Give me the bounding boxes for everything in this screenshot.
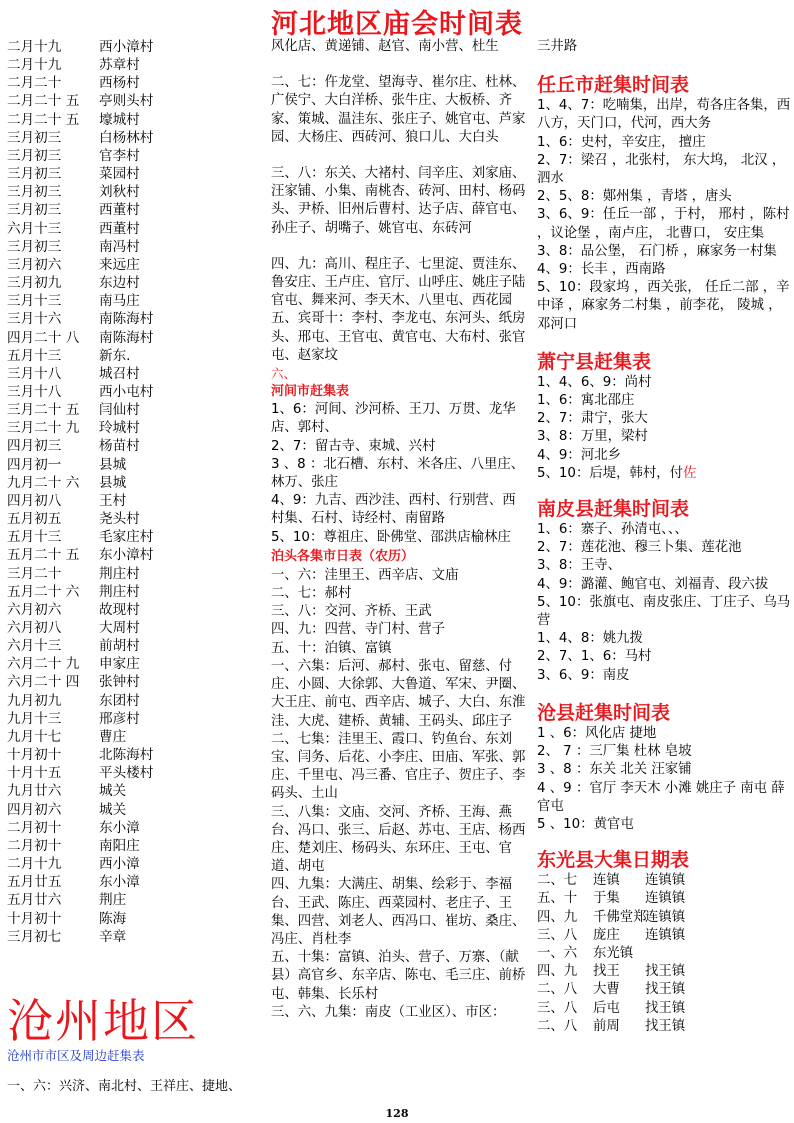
fair-place: 尧头村 xyxy=(99,511,140,528)
cangzhou-heading: 沧州地区 xyxy=(7,994,199,1048)
list-item: 一、六：洼里王、西辛店、文庙 xyxy=(271,567,459,583)
dongguang-market: 大曹 xyxy=(593,982,620,998)
fair-row xyxy=(7,928,257,946)
fair-date: 五月十三 xyxy=(7,347,62,364)
fair-date: 三月初七 xyxy=(7,928,62,945)
fair-row xyxy=(7,474,257,492)
fair-date: 五月十三 xyxy=(7,529,62,546)
page-number: 128 xyxy=(385,1107,409,1120)
fair-place: 荆庄村 xyxy=(99,565,140,582)
renqiu-list xyxy=(537,97,791,334)
list-item: 1、6：寓北邵庄 xyxy=(537,393,635,409)
dongguang-days: 二、八 xyxy=(537,982,578,998)
fair-row xyxy=(7,782,257,800)
paragraph: 五、宾哥十：李村、李龙屯、东河头、纸房头、邢屯、王官屯、黄官屯、大布村、张官屯、赵家坟 xyxy=(271,311,526,363)
suning-list xyxy=(537,374,791,465)
fair-row xyxy=(7,165,257,183)
paragraph: 二、七：仵龙堂、望海寺、崔尔庄、杜林、广侯宁、大白洋桥、张牛庄、大板桥、齐家、策城、温洼东、张庄子、姚官屯、芦家园、大杨庄、西砖河、狼口儿、大白头 xyxy=(271,75,526,145)
list-item: 2、5、8：鄚州集 ，青塔 ，唐头 xyxy=(537,189,732,205)
fair-place: 东小漳 xyxy=(99,874,140,891)
paragraph: 四、九：高川、程庄子、七里淀、贾洼东、鲁安庄、王卢庄、官厅、山呼庄、姚庄子陆官屯、舞来河、李天木、八里屯、西花园 xyxy=(271,256,526,309)
fair-place: 亭则头村 xyxy=(99,93,154,110)
list-item: 4、9：长丰 ，西南路 xyxy=(537,262,666,278)
fair-place: 玲城村 xyxy=(99,420,140,437)
fair-date: 三月初三 xyxy=(7,238,62,255)
list-item: 1、4、6、9：尚村 xyxy=(537,374,652,390)
list-item-text: 5、10：后堤，韩村，付 xyxy=(537,465,684,481)
fair-date: 九月廿六 xyxy=(7,783,62,800)
dongguang-market: 千佛堂郑 xyxy=(593,909,647,925)
fair-place: 平头楼村 xyxy=(99,765,154,782)
fair-place: 曹庄 xyxy=(99,728,127,745)
list-item: 5、10：尊祖庄、卧佛堂、邵洪店榆林庄 xyxy=(271,529,511,545)
list-item: 1、6：史村，辛安庄， 擅庄 xyxy=(537,134,706,150)
fair-date: 六月十三 xyxy=(7,638,62,655)
fair-date: 二月十九 xyxy=(7,39,62,55)
fair-row xyxy=(7,891,257,909)
fair-date: 三月初三 xyxy=(7,184,62,201)
dongguang-days: 四、九 xyxy=(537,964,578,980)
temple-fair-list xyxy=(7,38,257,946)
fair-row xyxy=(7,437,257,455)
dongguang-town: 连镇镇 xyxy=(645,927,686,943)
fair-date: 五月初五 xyxy=(7,511,62,528)
fair-row xyxy=(7,183,257,201)
fair-place: 荆庄村 xyxy=(99,583,140,600)
list-item: 一、六集：后河、郝村、张屯、留慈、付庄、小圆、大徐郭、大鲁道、军宋、尹圈、大王庄、前屯、西辛店、城子、大白、东淮洼、大虎、建桥、黄辅、王码头、邱庄子 xyxy=(271,658,526,729)
list-item: 4、9：潞灌、鲍官屯、刘福青、段六拔 xyxy=(537,576,769,592)
fair-date: 四月初三 xyxy=(7,438,62,455)
fair-place: 张钟村 xyxy=(99,674,140,691)
fair-date: 三月初三 xyxy=(7,202,62,219)
list-item-red-text: 佐 xyxy=(683,465,697,481)
cangxian-list xyxy=(537,725,791,834)
dongguang-market: 找王 xyxy=(593,964,620,980)
dongguang-market: 连镇 xyxy=(593,873,620,889)
list-item: 4 、9 ：官厅 李天木 小滩 姚庄子 南屯 薛官屯 xyxy=(537,780,785,814)
fair-date: 二月二十 xyxy=(7,75,62,92)
renqiu-heading: 任丘市赶集时间表 xyxy=(537,74,690,97)
fair-place: 故现村 xyxy=(99,601,140,618)
list-item: 二、七集：洼里王、霞口、钓鱼台、东刘宝、闫务、后花、小李庄、田庙、军张、郭庄、千里屯、冯三番、官庄子、贺庄子、李码头、土山 xyxy=(271,731,526,802)
fair-date: 四月初一 xyxy=(7,456,62,473)
fair-date: 三月十八 xyxy=(7,383,62,400)
fair-row xyxy=(7,274,257,292)
fair-date: 三月二十 九 xyxy=(7,420,80,437)
fair-date: 二月二十 五 xyxy=(7,93,80,110)
dongguang-town: 连镇镇 xyxy=(645,891,686,907)
fair-row xyxy=(7,201,257,219)
fair-place: 西小漳 xyxy=(99,856,140,873)
list-item: 3、6、9：南皮 xyxy=(537,667,630,683)
dongguang-market: 庞庄 xyxy=(593,927,620,943)
fair-row xyxy=(7,510,257,528)
dongguang-market: 于集 xyxy=(593,891,620,907)
fair-row xyxy=(7,746,257,764)
fair-row xyxy=(7,528,257,546)
column-three xyxy=(537,38,791,1036)
fair-row xyxy=(7,310,257,328)
fair-date: 四月二十 八 xyxy=(7,329,80,346)
dongguang-days: 三、八 xyxy=(537,927,578,943)
dongguang-town: 连镇镇 xyxy=(645,909,686,925)
list-item: 1 、6：风化店 捷地 xyxy=(537,725,657,741)
fair-date: 三月二十 xyxy=(7,565,62,582)
fair-place: 西董村 xyxy=(99,202,140,219)
fair-place: 新东. xyxy=(99,347,131,364)
fair-row xyxy=(7,38,257,56)
dongguang-row xyxy=(537,945,791,963)
list-item: 1、4、7：吃喃集，出岸，苟各庄各集，西八方，天门口，代河，西大务 xyxy=(537,98,791,132)
fair-place: 官李村 xyxy=(99,147,140,164)
dongguang-row xyxy=(537,872,791,890)
fair-date: 九月初九 xyxy=(7,692,62,709)
list-item: 5、10：段家坞 ，西关张， 任丘二部 ，辛中译 ，麻家务二村集 ，前李花， 陵城 ，邓河口 xyxy=(537,280,790,332)
dongguang-row xyxy=(537,1000,791,1018)
section-label: 六、 xyxy=(271,366,297,382)
fair-date: 九月十七 xyxy=(7,728,62,745)
fair-place: 南陈海村 xyxy=(99,329,154,346)
fair-place: 城关 xyxy=(99,801,127,818)
dongguang-days: 二、七 xyxy=(537,873,578,889)
fair-date: 九月二十 六 xyxy=(7,474,80,491)
list-item: 5、10：张旗屯、南皮张庄、丁庄子、乌马营 xyxy=(537,594,791,629)
fair-row xyxy=(7,873,257,891)
fair-place: 南陈海村 xyxy=(99,311,154,328)
fair-place: 南阳庄 xyxy=(99,837,140,854)
fair-date: 五月廿六 xyxy=(7,892,62,909)
fair-date: 九月十三 xyxy=(7,710,62,727)
list-item: 3、6、9：任丘一部 ，于村， 邢村 ，陈村 ，议论堡 ，南卢庄， 北曹口， 安庄集 xyxy=(537,207,790,241)
botou-list xyxy=(271,567,527,1022)
fair-row xyxy=(7,383,257,401)
fair-date: 三月十三 xyxy=(7,293,62,310)
fair-date: 三月初三 xyxy=(7,129,62,146)
fair-place: 东小漳村 xyxy=(99,547,154,564)
cangxian-heading: 沧县赶集时间表 xyxy=(537,701,671,724)
fair-place: 白杨林村 xyxy=(99,129,154,146)
dongguang-heading: 东光县大集日期表 xyxy=(537,849,690,872)
cangzhou-subheading: 沧州市市区及周边赶集表 xyxy=(7,1048,145,1063)
paragraph: 三井路 xyxy=(537,39,578,54)
fair-place: 城关 xyxy=(99,783,127,800)
fair-place: 申家庄 xyxy=(99,656,140,673)
suning-heading: 萧宁县赶集表 xyxy=(537,350,652,373)
dongguang-row xyxy=(537,981,791,999)
list-item: 五、十集：富镇、泊头、营子、万寨、（献县）高官乡、东辛店、陈屯、毛三庄、前桥屯、韩集、长乐村 xyxy=(271,950,526,1002)
dongguang-market: 后屯 xyxy=(593,1000,620,1016)
list-item: 二、七：郝村 xyxy=(271,586,352,602)
fair-date: 三月初三 xyxy=(7,166,62,183)
fair-place: 县城 xyxy=(99,456,127,473)
fair-date: 三月十六 xyxy=(7,311,62,328)
fair-place: 菜园村 xyxy=(99,166,140,183)
fair-date: 二月十九 xyxy=(7,856,62,873)
dongguang-days: 二、八 xyxy=(537,1018,578,1034)
fair-row xyxy=(7,238,257,256)
fair-row xyxy=(7,401,257,419)
fair-place: 荆庄 xyxy=(99,892,127,909)
fair-row xyxy=(7,256,257,274)
fair-row xyxy=(7,129,257,147)
fair-row xyxy=(7,546,257,564)
fair-row xyxy=(7,655,257,673)
fair-date: 二月初十 xyxy=(7,819,62,836)
list-item: 5 、10：黄官屯 xyxy=(537,816,634,832)
list-item: 四、九集：大满庄、胡集、绘彩于、李福台、王武、陈庄、西菜园村、老庄子、王集、四营、刘老人、西冯口、崔坊、桑庄、冯庄、肖杜李 xyxy=(271,877,526,947)
fair-row xyxy=(7,692,257,710)
fair-date: 十月十五 xyxy=(7,765,62,782)
fair-date: 十月初十 xyxy=(7,747,62,764)
fair-row xyxy=(7,74,257,92)
fair-date: 四月初八 xyxy=(7,492,62,509)
fair-place: 邢彦村 xyxy=(99,710,140,727)
list-item: 3、8：万里，梁村 xyxy=(537,429,648,445)
fair-row xyxy=(7,92,257,110)
fair-row xyxy=(7,329,257,347)
fair-date: 六月初八 xyxy=(7,620,62,636)
dongguang-list xyxy=(537,872,791,1036)
fair-date: 五月二十 五 xyxy=(7,547,80,564)
fair-place: 大周村 xyxy=(99,620,140,636)
fair-place: 来远庄 xyxy=(99,256,140,273)
paragraph: 风化店、黄递铺、赵官、南小营、杜生 xyxy=(271,39,499,54)
fair-row xyxy=(7,292,257,310)
dongguang-days: 三、八 xyxy=(537,1000,578,1016)
fair-place: 毛家庄村 xyxy=(99,529,154,546)
fair-date: 二月十九 xyxy=(7,57,62,74)
nanpi-list xyxy=(537,521,791,685)
fair-row xyxy=(7,673,257,691)
list-item: 1、6：寨子、孙清屯、、、 xyxy=(537,522,688,538)
fair-row xyxy=(7,419,257,437)
fair-date: 六月二十 四 xyxy=(7,674,80,691)
fair-date: 六月十三 xyxy=(7,220,62,237)
fair-date: 六月初六 xyxy=(7,601,62,618)
dongguang-row xyxy=(537,963,791,981)
fair-place: 前胡村 xyxy=(99,638,140,655)
fair-place: 闫仙村 xyxy=(99,402,140,419)
cangzhou-body-start: 一、六：兴济、南北村、王祥庄、捷地、 xyxy=(7,1079,242,1094)
fair-row xyxy=(7,637,257,655)
dongguang-row xyxy=(537,927,791,945)
fair-row xyxy=(7,601,257,619)
list-item: 四、九：四营、寺门村、营子 xyxy=(271,622,446,638)
fair-row xyxy=(7,56,257,74)
fair-place: 苏章村 xyxy=(99,57,140,74)
fair-row xyxy=(7,728,257,746)
fair-place: 东边村 xyxy=(99,275,140,292)
list-item: 2、7：留古寺、束城、兴村 xyxy=(271,438,436,454)
fair-row xyxy=(7,764,257,782)
list-item xyxy=(537,465,791,483)
dongguang-row xyxy=(537,1018,791,1036)
paragraph: 三、八：东关、大褚村、闫辛庄、刘家庙、汪家铺、小集、南桃杏、砖河、田村、杨码头、尹桥、旧州后曹村、达子店、薛官屯、孙庄子、胡嘴子、姚官屯、东砖河 xyxy=(271,166,526,236)
column-two xyxy=(271,38,527,1022)
fair-place: 西杨村 xyxy=(99,75,140,92)
fair-row xyxy=(7,365,257,383)
page-title: 河北地区庙会时间表 xyxy=(271,9,523,40)
nanpi-heading: 南皮县赶集时间表 xyxy=(537,498,690,521)
fair-date: 五月二十 六 xyxy=(7,583,80,600)
list-item: 2、7：梁召 ，北张村， 东大坞， 北汉 ， 泗水 xyxy=(537,152,786,187)
fair-place: 东团村 xyxy=(99,692,140,709)
fair-place: 北陈海村 xyxy=(99,747,154,764)
list-item: 3、8：品公堡， 石门桥 ，麻家务一村集 xyxy=(537,243,777,259)
fair-place: 南冯村 xyxy=(99,238,140,255)
dongguang-town: 找王镇 xyxy=(645,964,686,980)
dongguang-town: 找王镇 xyxy=(645,982,686,998)
fair-row xyxy=(7,492,257,510)
list-item: 2、7：肃宁，张大 xyxy=(537,411,648,427)
list-item: 2、 7 ：三厂集 杜林 皂坡 xyxy=(537,744,692,760)
fair-row xyxy=(7,456,257,474)
list-item: 五、十：泊镇、富镇 xyxy=(271,640,392,656)
fair-row xyxy=(7,147,257,165)
botou-heading: 泊头各集市日表（农历） xyxy=(271,548,415,564)
dongguang-days: 四、九 xyxy=(537,909,578,925)
dongguang-town: 找王镇 xyxy=(645,1018,686,1034)
dongguang-days: 五、十 xyxy=(537,891,578,907)
fair-place: 东小漳 xyxy=(99,819,140,836)
fair-date: 三月初三 xyxy=(7,147,62,164)
dongguang-days: 一、六 xyxy=(537,945,578,961)
fair-place: 刘秋村 xyxy=(99,184,140,201)
list-item: 3 、8 ：东关 北关 汪家铺 xyxy=(537,762,692,778)
list-item: 2、7：莲花池、穆三卜集、莲花池 xyxy=(537,540,742,556)
list-item: 2、7、1、6：马村 xyxy=(537,649,652,665)
list-item: 3 、8 ：北石槽、东村、米各庄、八里庄、林万、张庄 xyxy=(271,456,525,491)
fair-place: 陈海 xyxy=(99,910,127,927)
list-item: 4、9：河北乡 xyxy=(537,447,621,463)
fair-place: 城召村 xyxy=(99,365,140,382)
fair-date: 三月二十 五 xyxy=(7,402,80,419)
list-item: 三、八集：文庙、交河、齐桥、王海、燕台、冯口、张三、后赵、苏屯、王店、杨西庄、楚刘庄、杨码头、东环庄、王屯、官道、胡屯 xyxy=(271,804,526,875)
fair-row xyxy=(7,910,257,928)
dongguang-town: 连镇镇 xyxy=(645,873,686,889)
dongguang-market: 前周 xyxy=(593,1018,620,1034)
dongguang-market: 东光镇 xyxy=(593,945,634,961)
fair-row xyxy=(7,583,257,601)
fair-row xyxy=(7,801,257,819)
dongguang-row xyxy=(537,909,791,927)
fair-row xyxy=(7,220,257,238)
dongguang-town: 找王镇 xyxy=(645,1000,686,1016)
fair-date: 三月初六 xyxy=(7,256,62,273)
fair-date: 六月二十 九 xyxy=(7,656,80,673)
list-item: 4、9：九吉、西沙洼、西村、行别营、西村集、石村、诗经村、南留路 xyxy=(271,493,516,527)
fair-place: 壕城村 xyxy=(99,111,140,128)
fair-place: 西董村 xyxy=(99,220,140,237)
fair-date: 二月二十 五 xyxy=(7,111,80,128)
fair-place: 县城 xyxy=(99,474,127,491)
fair-row xyxy=(7,819,257,837)
fair-row xyxy=(7,837,257,855)
fair-place: 王村 xyxy=(99,492,127,509)
fair-date: 四月初六 xyxy=(7,801,62,818)
fair-place: 杨苗村 xyxy=(99,438,140,455)
fair-date: 五月廿五 xyxy=(7,874,62,891)
list-item: 三、八：交河、齐桥、王武 xyxy=(271,604,432,620)
list-item: 1、6：河间、沙河桥、王刀、万贯、龙华店、郭村、 xyxy=(271,402,516,436)
fair-date: 三月初九 xyxy=(7,275,62,292)
fair-row xyxy=(7,619,257,637)
fair-row xyxy=(7,710,257,728)
fair-place: 南马庄 xyxy=(99,293,140,310)
fair-date: 三月十八 xyxy=(7,365,62,382)
fair-row xyxy=(7,565,257,583)
fair-row xyxy=(7,347,257,365)
fair-place: 西小屯村 xyxy=(99,383,154,400)
fair-place: 辛章 xyxy=(99,928,127,945)
list-item: 3、8：王寺、 xyxy=(537,558,621,574)
hejian-list xyxy=(271,401,527,547)
fair-date: 二月初十 xyxy=(7,837,62,854)
list-item: 三、六、九集：南皮（工业区）、市区： xyxy=(271,1004,506,1020)
dongguang-row xyxy=(537,890,791,908)
fair-row xyxy=(7,111,257,129)
hejian-heading: 河间市赶集表 xyxy=(271,384,350,400)
list-item: 1、4、8：姚九拨 xyxy=(537,631,643,647)
fair-row xyxy=(7,855,257,873)
fair-date: 十月初十 xyxy=(7,910,62,927)
fair-place: 西小漳村 xyxy=(99,39,154,55)
